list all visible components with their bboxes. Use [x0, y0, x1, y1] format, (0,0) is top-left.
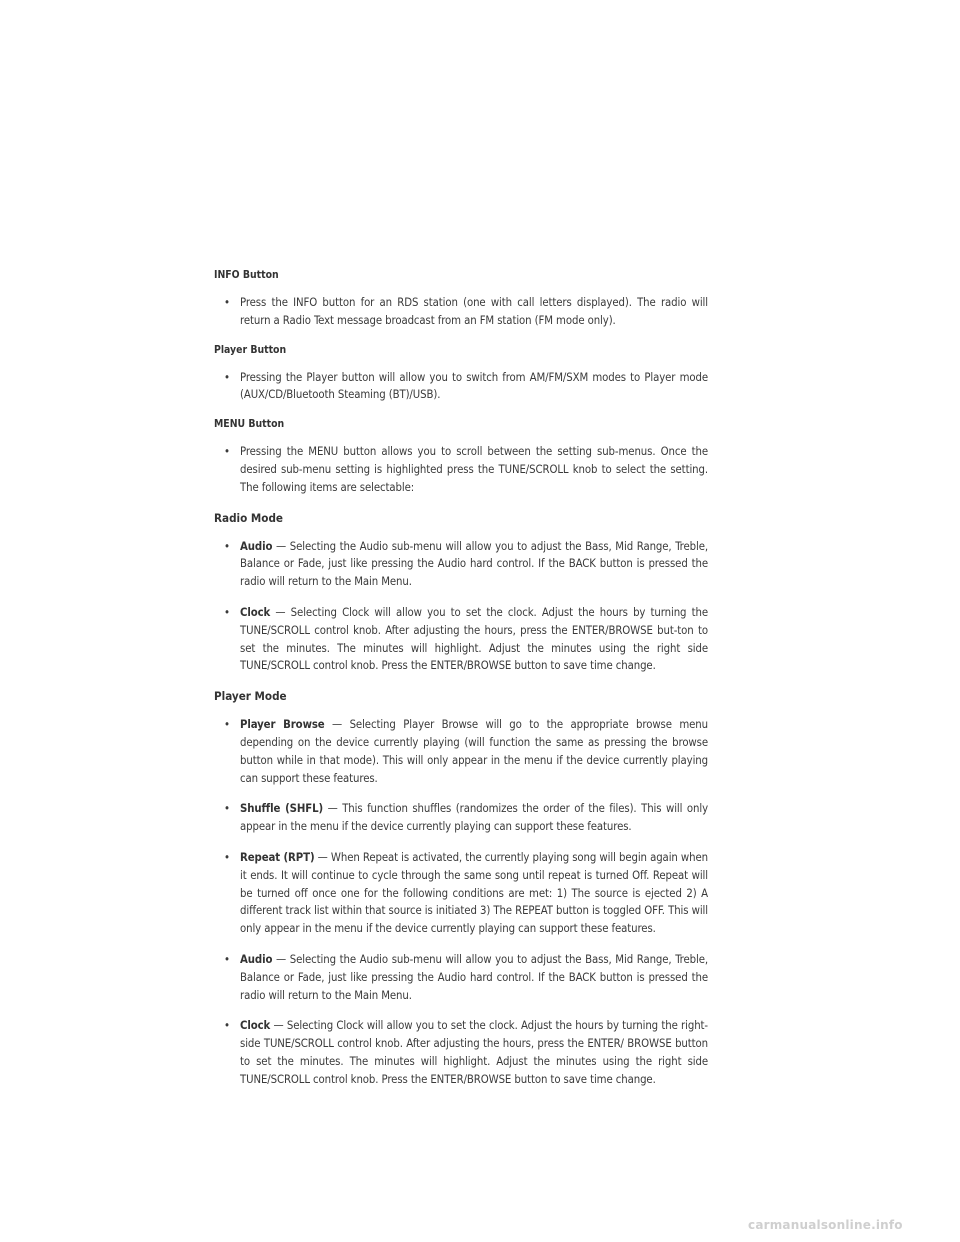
section-player-mode	[214, 688, 708, 1088]
item-text: — When Repeat is activated, the currently playing song will begin again when it ends. It will continue to cycle through the same song until repeat is turned Off. Repeat will be turned off once one for the following conditions are met: 1) The source is ejected 2) A different track list within that source is initiated 3) The REPEAT button is toggled OFF. This will only appear in the menu if the device currently playing can support these features.	[240, 850, 708, 936]
item-text: Press the INFO button for an RDS station (one with call letters displayed). The radio will return a Radio Text message broadcast from an FM station (FM mode only).	[240, 296, 708, 327]
item-text: — Selecting Clock will allow you to set the clock. Adjust the hours by turning the right-side TUNE/SCROLL control knob. After adjusting the hours, press the ENTER/ BROWSE button to set the minutes. The minutes will highlight. Adjust the minutes using the right side TUNE/SCROLL control knob. Press the ENTER/BROWSE button to save time change.	[240, 1019, 708, 1086]
page-content	[214, 268, 708, 1102]
watermark-footer: carmanualsonline.info	[748, 1218, 903, 1232]
list-item	[214, 443, 708, 496]
item-term: Player Browse	[240, 718, 325, 732]
section-player-button	[214, 343, 708, 405]
item-term: Clock	[240, 1019, 271, 1033]
item-term: Repeat (RPT)	[240, 850, 315, 864]
item-text: — This function shuffles (randomizes the order of the files). This will only appear in the menu if the device currently playing can support these features.	[240, 802, 708, 834]
bullet: •	[224, 296, 230, 309]
item-text: — Selecting the Audio sub-menu will allow you to adjust the Bass, Mid Range, Treble, Balance or Fade, just like pressing the Audio hard control. If the BACK button is pressed the radio will return to the Main Menu.	[240, 952, 708, 1002]
section-info-button	[214, 268, 708, 330]
section-menu-button	[214, 417, 708, 496]
bullet: •	[224, 718, 230, 732]
bullet: •	[224, 370, 230, 384]
item-term: Clock	[240, 605, 271, 619]
bullet: •	[224, 539, 230, 553]
bullet: •	[224, 445, 230, 459]
info-button-heading: INFO Button	[214, 269, 279, 281]
list-item	[214, 849, 708, 938]
player-button-heading: Player Button	[214, 343, 287, 356]
list-item	[214, 716, 708, 787]
list-item	[214, 294, 708, 330]
list-item	[214, 369, 708, 405]
item-text: Pressing the Player button will allow you to switch from AM/FM/SXM modes to Player mode (AUX/CD/Bluetooth Steaming (BT)/USB).	[240, 370, 708, 402]
list-item	[214, 1017, 708, 1088]
player-mode-heading: Player Mode	[214, 689, 287, 704]
section-radio-mode	[214, 510, 708, 676]
list-item	[214, 800, 708, 836]
bullet: •	[224, 1019, 230, 1033]
bullet: •	[224, 952, 230, 966]
bullet: •	[224, 605, 230, 619]
bullet: •	[224, 802, 230, 816]
radio-mode-heading: Radio Mode	[214, 510, 283, 525]
item-term: Audio	[240, 952, 273, 966]
item-term: Shuffle (SHFL)	[240, 802, 324, 816]
list-item	[214, 604, 708, 675]
item-text: — Selecting Clock will allow you to set the clock. Adjust the hours by turning the TUNE/SCROLL control knob. After adjusting the hours, press the ENTER/BROWSE but-ton to set the minutes. The minutes will highlight. Adjust the minutes using the right side TUNE/SCROLL control knob. Press the ENTER/BROWSE button to save time change.	[240, 605, 708, 673]
item-term: Audio	[240, 539, 273, 553]
list-item	[214, 538, 708, 591]
item-text: Pressing the MENU button allows you to scroll between the setting sub-menus. Once the desired sub-menu setting is highlighted press the TUNE/SCROLL knob to select the setting. The following items are selectable:	[240, 445, 708, 494]
list-item	[214, 951, 708, 1004]
item-text: — Selecting Player Browse will go to the appropriate browse menu depending on the device currently playing (will function the same as pressing the browse button while in that mode). This will only appear in the menu if the device currently playing can support these features.	[240, 718, 708, 785]
bullet: •	[224, 850, 230, 864]
menu-button-heading: MENU Button	[214, 418, 285, 431]
item-text: — Selecting the Audio sub-menu will allow you to adjust the Bass, Mid Range, Treble, Balance or Fade, just like pressing the Audio hard control. If the BACK button is pressed the radio will return to the Main Menu.	[240, 539, 708, 589]
